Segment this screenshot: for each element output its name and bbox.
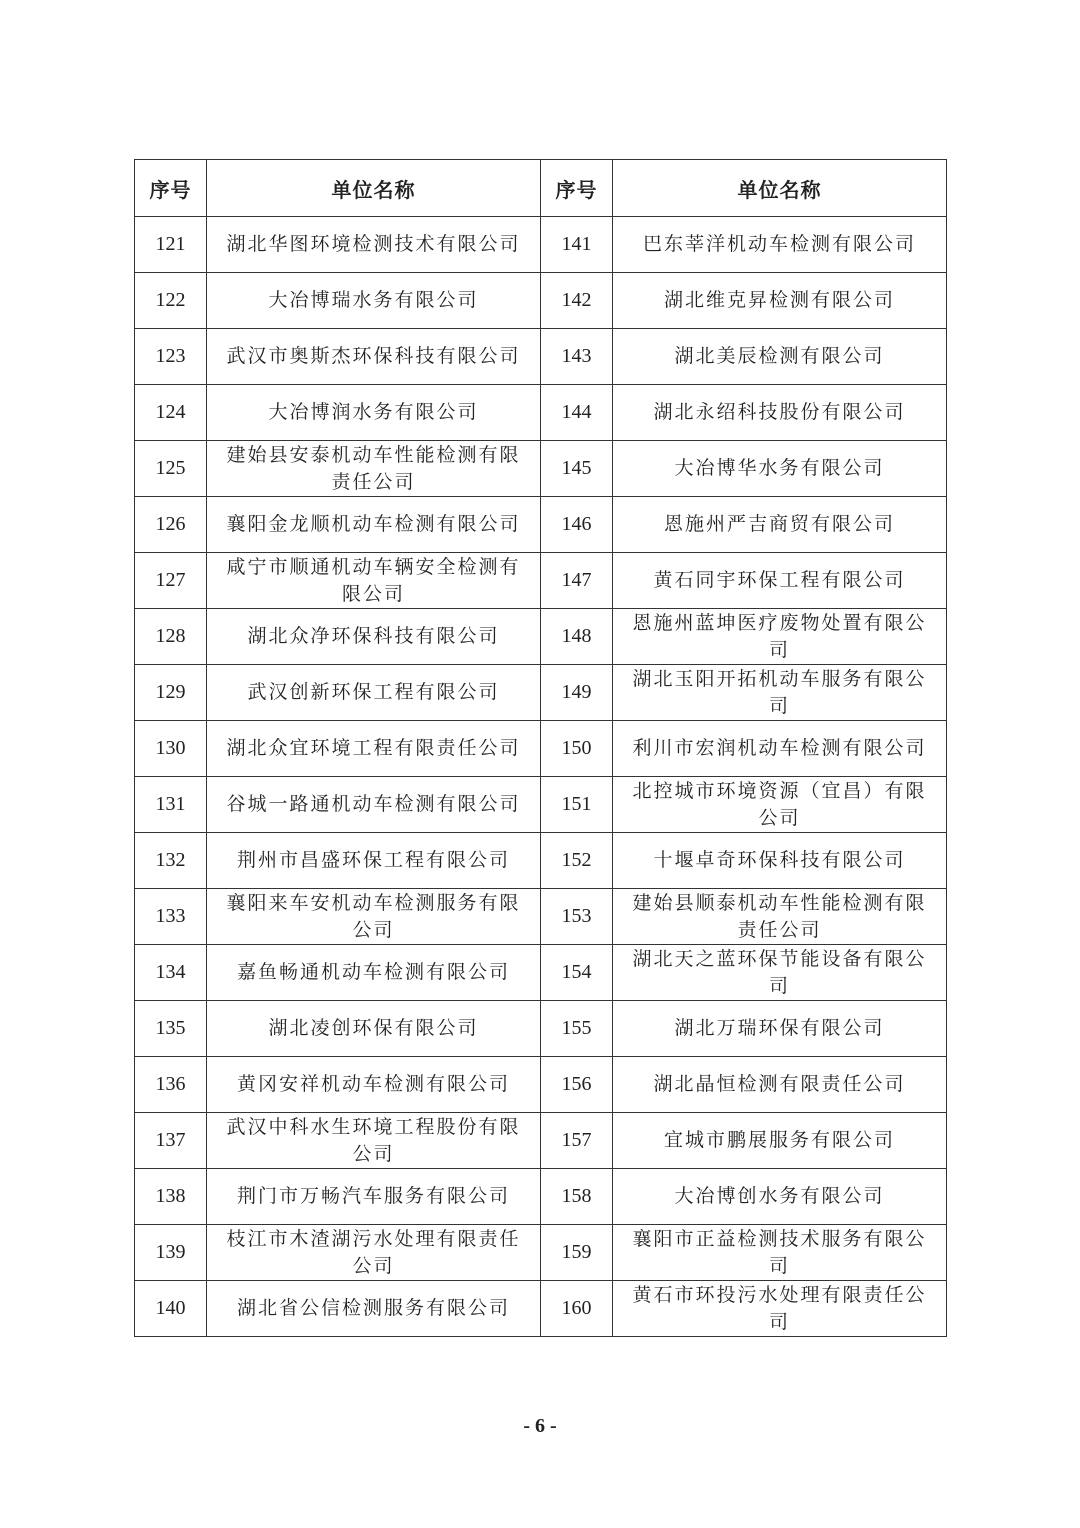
serial-cell: 154 bbox=[541, 945, 613, 1001]
company-name-cell: 武汉中科水生环境工程股份有限公司 bbox=[207, 1113, 541, 1169]
serial-cell: 156 bbox=[541, 1057, 613, 1113]
serial-cell: 159 bbox=[541, 1225, 613, 1281]
serial-cell: 122 bbox=[135, 273, 207, 329]
serial-cell: 125 bbox=[135, 441, 207, 497]
company-table bbox=[134, 159, 947, 1337]
serial-cell: 126 bbox=[135, 497, 207, 553]
company-name-cell: 大冶博瑞水务有限公司 bbox=[207, 273, 541, 329]
company-name-cell: 宜城市鹏展服务有限公司 bbox=[613, 1113, 947, 1169]
header-name-left: 单位名称 bbox=[207, 160, 541, 217]
table-row bbox=[135, 329, 947, 385]
table-row bbox=[135, 1225, 947, 1281]
company-name-cell: 恩施州蓝坤医疗废物处置有限公司 bbox=[613, 609, 947, 665]
table-row bbox=[135, 1169, 947, 1225]
header-name-right: 单位名称 bbox=[613, 160, 947, 217]
company-name-cell: 黄冈安祥机动车检测有限公司 bbox=[207, 1057, 541, 1113]
company-name-cell: 恩施州严吉商贸有限公司 bbox=[613, 497, 947, 553]
company-name-cell: 荆门市万畅汽车服务有限公司 bbox=[207, 1169, 541, 1225]
company-name-cell: 湖北华图环境检测技术有限公司 bbox=[207, 217, 541, 273]
serial-cell: 146 bbox=[541, 497, 613, 553]
table-row bbox=[135, 889, 947, 945]
company-name-cell: 北控城市环境资源（宜昌）有限公司 bbox=[613, 777, 947, 833]
company-name-cell: 利川市宏润机动车检测有限公司 bbox=[613, 721, 947, 777]
table-row bbox=[135, 1281, 947, 1337]
table-row bbox=[135, 609, 947, 665]
serial-cell: 157 bbox=[541, 1113, 613, 1169]
serial-cell: 150 bbox=[541, 721, 613, 777]
company-name-cell: 湖北省公信检测服务有限公司 bbox=[207, 1281, 541, 1337]
company-name-cell: 襄阳市正益检测技术服务有限公司 bbox=[613, 1225, 947, 1281]
table-row bbox=[135, 497, 947, 553]
table-row bbox=[135, 273, 947, 329]
serial-cell: 139 bbox=[135, 1225, 207, 1281]
serial-cell: 135 bbox=[135, 1001, 207, 1057]
table-row bbox=[135, 1001, 947, 1057]
table-row bbox=[135, 1057, 947, 1113]
serial-cell: 151 bbox=[541, 777, 613, 833]
header-serial-right: 序号 bbox=[541, 160, 613, 217]
table-row bbox=[135, 553, 947, 609]
company-name-cell: 湖北众宜环境工程有限责任公司 bbox=[207, 721, 541, 777]
table-row bbox=[135, 1113, 947, 1169]
table-body bbox=[135, 217, 947, 1337]
serial-cell: 149 bbox=[541, 665, 613, 721]
serial-cell: 127 bbox=[135, 553, 207, 609]
table-row bbox=[135, 385, 947, 441]
company-name-cell: 大冶博创水务有限公司 bbox=[613, 1169, 947, 1225]
table-row bbox=[135, 721, 947, 777]
serial-cell: 136 bbox=[135, 1057, 207, 1113]
serial-cell: 132 bbox=[135, 833, 207, 889]
table-row bbox=[135, 833, 947, 889]
page-number: - 6 - bbox=[523, 1415, 557, 1437]
table-row bbox=[135, 217, 947, 273]
serial-cell: 140 bbox=[135, 1281, 207, 1337]
serial-cell: 137 bbox=[135, 1113, 207, 1169]
company-name-cell: 大冶博华水务有限公司 bbox=[613, 441, 947, 497]
serial-cell: 155 bbox=[541, 1001, 613, 1057]
company-name-cell: 建始县顺泰机动车性能检测有限责任公司 bbox=[613, 889, 947, 945]
serial-cell: 121 bbox=[135, 217, 207, 273]
company-name-cell: 咸宁市顺通机动车辆安全检测有限公司 bbox=[207, 553, 541, 609]
company-name-cell: 建始县安泰机动车性能检测有限责任公司 bbox=[207, 441, 541, 497]
company-name-cell: 枝江市木渣湖污水处理有限责任公司 bbox=[207, 1225, 541, 1281]
company-name-cell: 嘉鱼畅通机动车检测有限公司 bbox=[207, 945, 541, 1001]
company-name-cell: 十堰卓奇环保科技有限公司 bbox=[613, 833, 947, 889]
company-name-cell: 湖北玉阳开拓机动车服务有限公司 bbox=[613, 665, 947, 721]
serial-cell: 153 bbox=[541, 889, 613, 945]
serial-cell: 147 bbox=[541, 553, 613, 609]
serial-cell: 160 bbox=[541, 1281, 613, 1337]
company-name-cell: 大冶博润水务有限公司 bbox=[207, 385, 541, 441]
serial-cell: 123 bbox=[135, 329, 207, 385]
serial-cell: 141 bbox=[541, 217, 613, 273]
serial-cell: 138 bbox=[135, 1169, 207, 1225]
company-name-cell: 黄石市环投污水处理有限责任公司 bbox=[613, 1281, 947, 1337]
serial-cell: 131 bbox=[135, 777, 207, 833]
company-name-cell: 荆州市昌盛环保工程有限公司 bbox=[207, 833, 541, 889]
serial-cell: 143 bbox=[541, 329, 613, 385]
company-name-cell: 湖北天之蓝环保节能设备有限公司 bbox=[613, 945, 947, 1001]
serial-cell: 129 bbox=[135, 665, 207, 721]
company-name-cell: 襄阳来车安机动车检测服务有限公司 bbox=[207, 889, 541, 945]
serial-cell: 145 bbox=[541, 441, 613, 497]
company-name-cell: 湖北晶恒检测有限责任公司 bbox=[613, 1057, 947, 1113]
serial-cell: 142 bbox=[541, 273, 613, 329]
table-header-row bbox=[135, 160, 947, 217]
company-name-cell: 武汉市奥斯杰环保科技有限公司 bbox=[207, 329, 541, 385]
serial-cell: 148 bbox=[541, 609, 613, 665]
header-serial-left: 序号 bbox=[135, 160, 207, 217]
company-name-cell: 武汉创新环保工程有限公司 bbox=[207, 665, 541, 721]
serial-cell: 128 bbox=[135, 609, 207, 665]
serial-cell: 144 bbox=[541, 385, 613, 441]
serial-cell: 158 bbox=[541, 1169, 613, 1225]
table-row bbox=[135, 945, 947, 1001]
serial-cell: 133 bbox=[135, 889, 207, 945]
serial-cell: 130 bbox=[135, 721, 207, 777]
company-name-cell: 谷城一路通机动车检测有限公司 bbox=[207, 777, 541, 833]
company-name-cell: 黄石同宇环保工程有限公司 bbox=[613, 553, 947, 609]
table-row bbox=[135, 441, 947, 497]
company-name-cell: 湖北凌创环保有限公司 bbox=[207, 1001, 541, 1057]
company-name-cell: 湖北万瑞环保有限公司 bbox=[613, 1001, 947, 1057]
company-name-cell: 巴东莘洋机动车检测有限公司 bbox=[613, 217, 947, 273]
table-row bbox=[135, 777, 947, 833]
table-row bbox=[135, 665, 947, 721]
company-name-cell: 湖北美辰检测有限公司 bbox=[613, 329, 947, 385]
serial-cell: 124 bbox=[135, 385, 207, 441]
company-name-cell: 湖北永绍科技股份有限公司 bbox=[613, 385, 947, 441]
serial-cell: 152 bbox=[541, 833, 613, 889]
company-name-cell: 湖北维克昇检测有限公司 bbox=[613, 273, 947, 329]
serial-cell: 134 bbox=[135, 945, 207, 1001]
company-name-cell: 襄阳金龙顺机动车检测有限公司 bbox=[207, 497, 541, 553]
company-name-cell: 湖北众净环保科技有限公司 bbox=[207, 609, 541, 665]
